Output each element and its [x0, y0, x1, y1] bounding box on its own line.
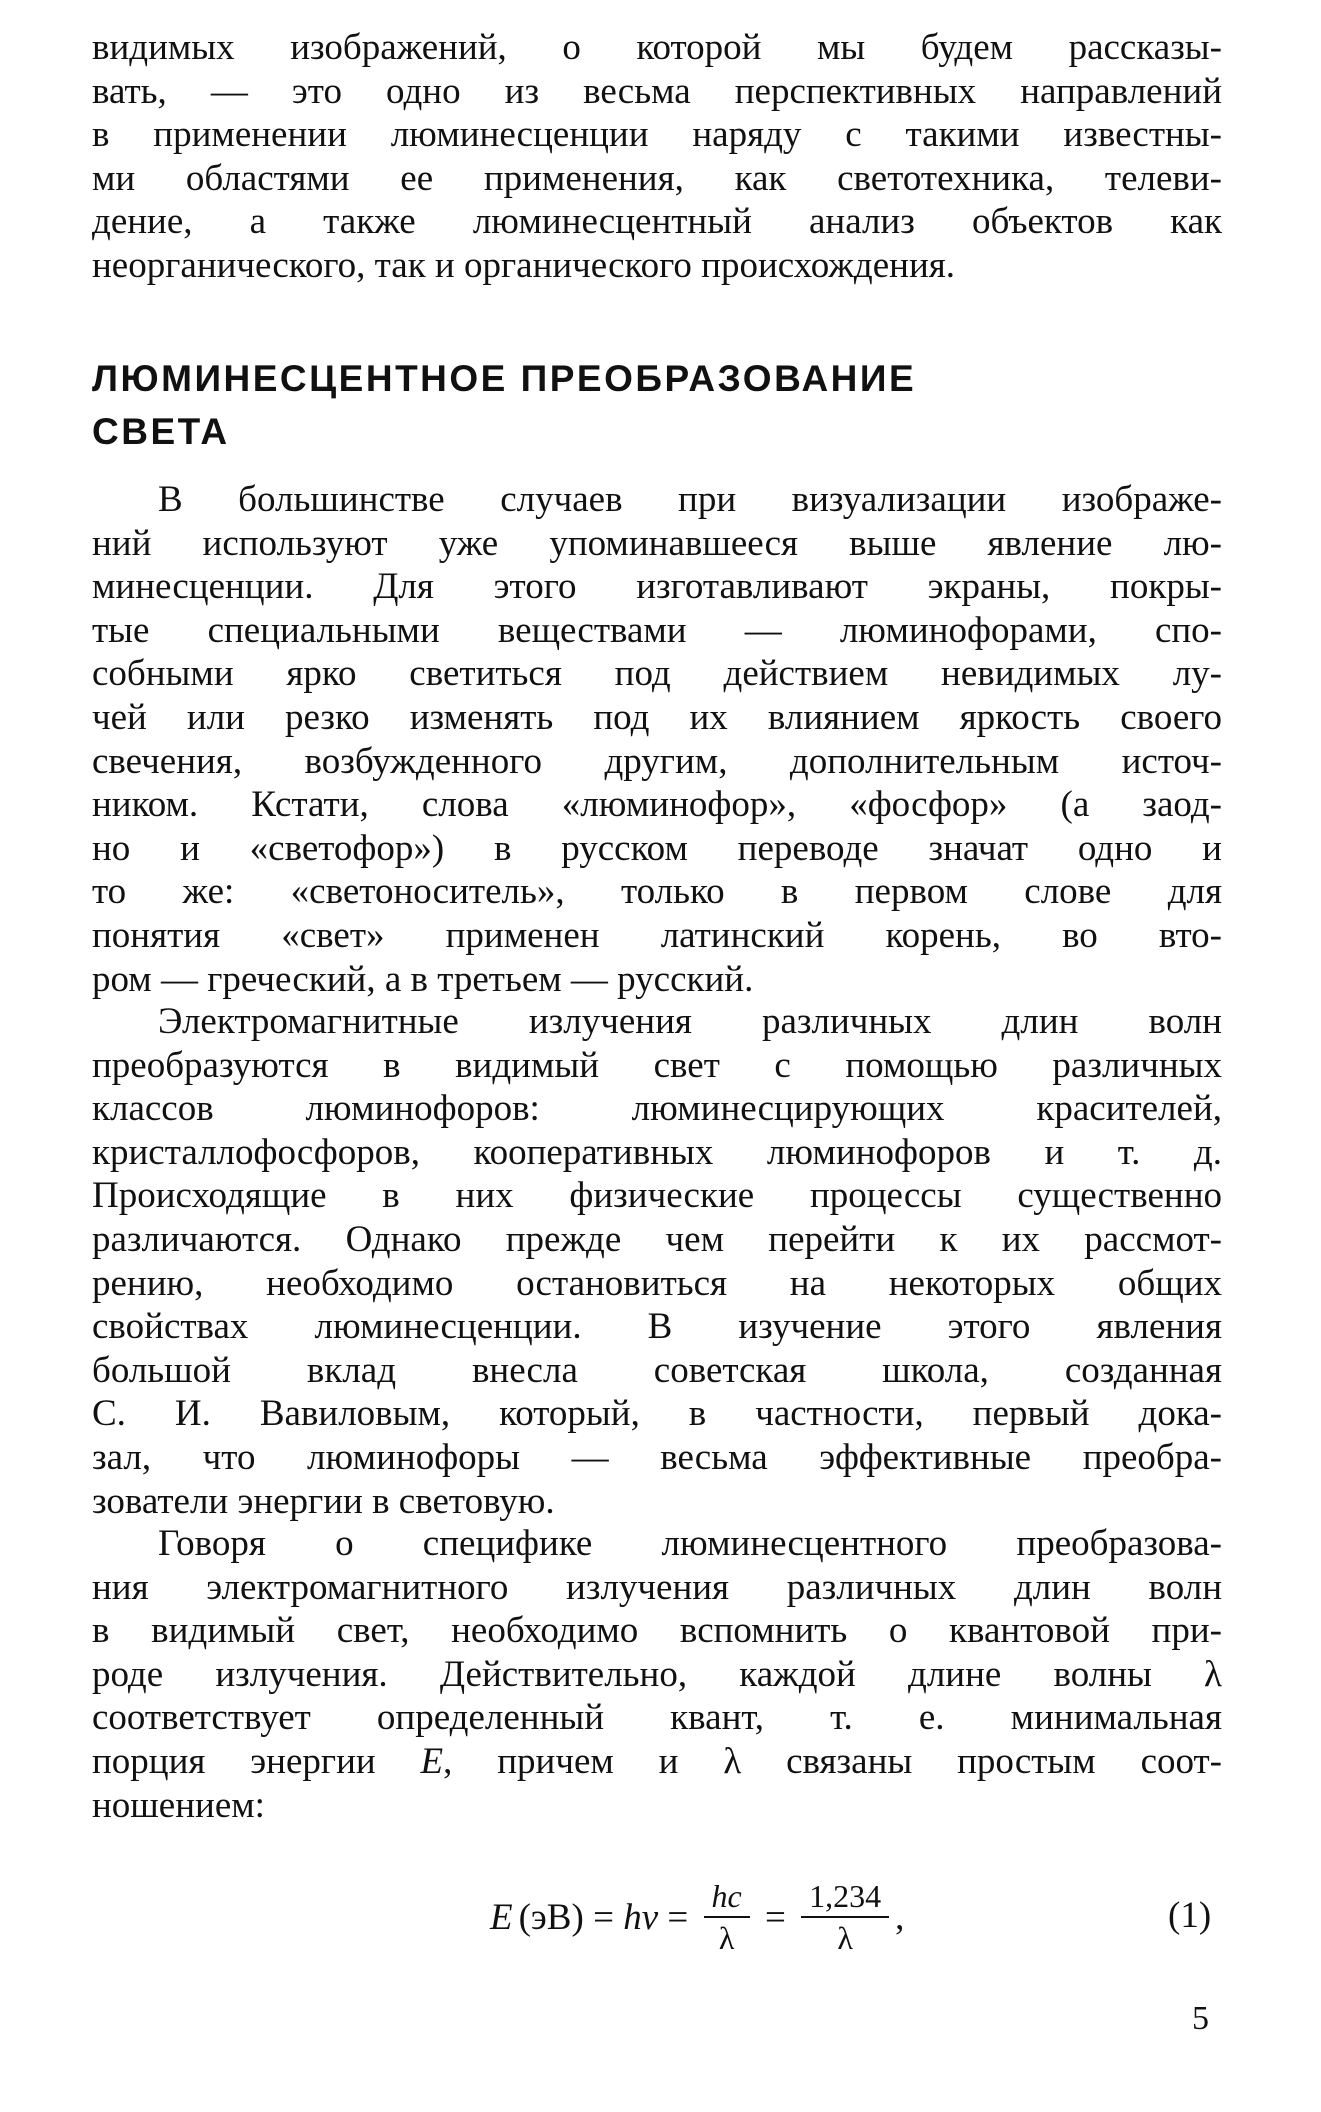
text-segment: , причем и λ связаны простым соот-: [443, 1740, 1222, 1782]
text-line: чей или резко изменять под их влиянием яркость своего: [92, 696, 1222, 738]
text-line: ношением:: [92, 1784, 265, 1826]
text-line: минесценции. Для этого изготавливают экраны, покры-: [92, 566, 1222, 608]
text-line: Говоря о специфике люминесцентного преобразова-: [158, 1523, 1222, 1564]
paragraph-1: [92, 478, 1222, 1001]
text-line: неорганического, так и органического происхождения.: [92, 244, 956, 286]
formula-planck-symbol: h: [623, 1896, 642, 1938]
section-heading: [92, 352, 1222, 458]
formula-trailing-comma: ,: [895, 1896, 905, 1938]
intro-paragraph: [92, 26, 1222, 288]
text-line: в видимый свет, необходимо вспомнить о квантовой при-: [92, 1610, 1222, 1652]
text-line: ния электромагнитного излучения различных длин волн: [92, 1566, 1222, 1608]
text-line: большой вклад внесла советская школа, созданная: [92, 1349, 1222, 1391]
text-line: ником. Кстати, слова «люминофор», «фосфор» (а заод-: [92, 784, 1222, 826]
equation-1: [490, 1862, 904, 1972]
text-line: соответствует определенный квант, т. е. минимальная: [92, 1697, 1222, 1739]
paragraph-3: [92, 1522, 1222, 1827]
text-line: С. И. Вавиловым, который, в частности, первый дока-: [92, 1393, 1222, 1435]
text-line: но и «светофор») в русском переводе значат одно и: [92, 827, 1222, 869]
formula-equals: =: [658, 1896, 698, 1938]
text-line: Электромагнитные излучения различных длин волн: [158, 1001, 1222, 1042]
formula-frequency-symbol: ν: [641, 1896, 659, 1938]
text-line: зал, что люминофоры — весьма эффективные преобра-: [92, 1436, 1222, 1478]
text-line: понятия «свет» применен латинский корень, во вто-: [92, 914, 1222, 956]
formula-equals: =: [755, 1896, 796, 1938]
formula-energy-symbol: E: [490, 1896, 513, 1938]
text-line: В большинстве случаев при визуализации изображе-: [158, 479, 1222, 520]
equation-number: (1): [1168, 1895, 1212, 1936]
fraction-numerator: 1,234: [801, 1876, 889, 1918]
fraction-constant-over-lambda: [801, 1876, 889, 1958]
text-line: Происходящие в них физические процессы существенно: [92, 1175, 1222, 1217]
text-line: ний используют уже упоминавшееся выше явление лю-: [92, 522, 1222, 564]
fraction-numerator: hc: [704, 1876, 750, 1918]
text-line: собными ярко светиться под действием невидимых лу-: [92, 653, 1222, 695]
fraction-hc-over-lambda: [704, 1876, 750, 1958]
text-line: в применении люминесценции наряду с такими известны-: [92, 114, 1222, 156]
text-line: преобразуются в видимый свет с помощью различных: [92, 1044, 1222, 1086]
text-line: роде излучения. Действительно, каждой длине волны λ: [92, 1653, 1222, 1695]
text-line: ми областями ее применения, как светотехника, телеви-: [92, 157, 1222, 199]
energy-symbol: E: [420, 1740, 444, 1782]
text-line: ром — греческий, а в третьем — русский.: [92, 958, 754, 1000]
text-line: свечения, возбужденного другим, дополнительным источ-: [92, 740, 1222, 782]
text-line: кристаллофосфоров, кооперативных люминофоров и т. д.: [92, 1131, 1222, 1173]
fraction-denominator: λ: [718, 1920, 735, 1956]
paragraph-2: [92, 1000, 1222, 1523]
formula-unit: (эВ): [518, 1896, 584, 1938]
text-line: зователи энергии в световую.: [92, 1480, 555, 1522]
text-line: [92, 1740, 1222, 1784]
text-segment: порция энергии: [92, 1740, 421, 1782]
text-line: классов люминофоров: люминесцирующих красителей,: [92, 1088, 1222, 1130]
heading-line: СВЕТА: [92, 411, 230, 452]
text-line: различаются. Однако прежде чем перейти к их рассмот-: [92, 1218, 1222, 1260]
text-line: дение, а также люминесцентный анализ объектов как: [92, 201, 1222, 243]
text-line: видимых изображений, о которой мы будем рассказы-: [92, 27, 1222, 68]
text-line: рению, необходимо остановиться на некоторых общих: [92, 1262, 1222, 1304]
formula-equals: =: [583, 1896, 624, 1938]
fraction-denominator: λ: [837, 1920, 853, 1956]
text-line: вать, — это одно из весьма перспективных направлений: [92, 70, 1222, 112]
text-line: свойствах люминесценции. В изучение этого явления: [92, 1306, 1222, 1348]
text-line: то же: «светоноситель», только в первом слове для: [92, 871, 1222, 913]
page-number: 5: [1192, 2000, 1209, 2037]
text-line: тые специальными веществами — люминофорами, спо-: [92, 609, 1222, 651]
heading-line: ЛЮМИНЕСЦЕНТНОЕ ПРЕОБРАЗОВАНИЕ: [92, 358, 917, 399]
